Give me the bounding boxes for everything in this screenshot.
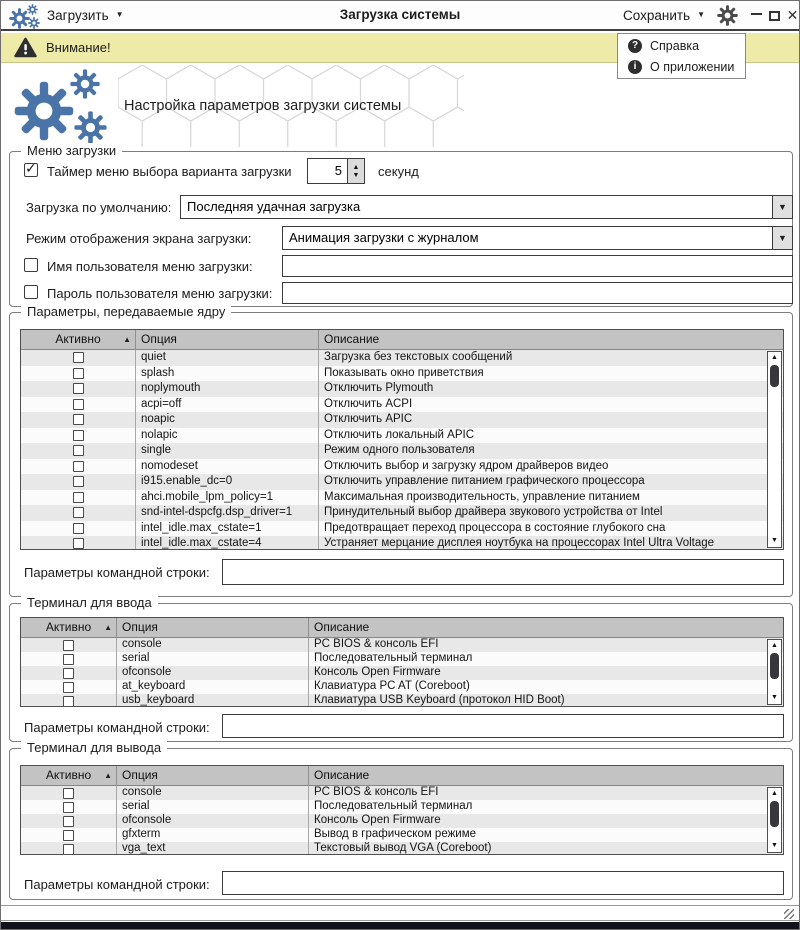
table-row[interactable] — [21, 786, 783, 800]
column-header-description[interactable]: Описание — [314, 620, 370, 634]
status-bar — [1, 905, 799, 921]
row-description: Последовательный терминал — [314, 800, 473, 812]
column-header-option[interactable]: Опция — [136, 330, 319, 349]
cmdline-label: Параметры командной строки: — [24, 720, 210, 735]
close-button[interactable] — [786, 9, 799, 22]
row-checkbox[interactable] — [63, 668, 74, 679]
maximize-button[interactable] — [768, 9, 781, 22]
row-option: console — [117, 786, 309, 800]
timer-checkbox[interactable]: ✓ — [25, 160, 37, 176]
row-checkbox[interactable] — [73, 352, 84, 363]
input-terminal-table — [20, 617, 784, 707]
column-header-option[interactable]: Опция — [117, 766, 309, 785]
row-option: nolapic — [136, 428, 319, 444]
row-description: Консоль Open Firmware — [314, 666, 441, 678]
row-checkbox[interactable] — [63, 696, 74, 707]
row-checkbox[interactable] — [63, 802, 74, 813]
password-label: Пароль пользователя меню загрузки: — [47, 286, 273, 301]
warning-text: Внимание! — [46, 40, 111, 55]
table-row[interactable] — [21, 521, 783, 537]
save-button-label: Сохранить — [623, 7, 691, 23]
row-option: single — [136, 443, 319, 459]
spin-up-icon[interactable]: ▲ — [352, 163, 360, 171]
scroll-up-icon[interactable]: ▲ — [771, 354, 778, 361]
row-checkbox[interactable] — [73, 507, 84, 518]
password-checkbox[interactable] — [24, 285, 38, 299]
table-row[interactable] — [21, 800, 783, 814]
group-legend: Параметры, передаваемые ядру — [21, 304, 231, 319]
default-boot-label: Загрузка по умолчанию: — [26, 200, 172, 215]
display-mode-value: Анимация загрузки с журналом — [289, 230, 479, 245]
table-row[interactable] — [21, 366, 783, 382]
row-checkbox[interactable] — [73, 476, 84, 487]
table-row[interactable] — [21, 536, 783, 550]
save-button[interactable] — [623, 1, 705, 29]
scroll-thumb[interactable] — [770, 653, 779, 679]
boot-menu-group — [9, 143, 793, 307]
row-description: Устраняет мерцание дисплея ноутбука на процессорах Intel Ultra Voltage — [324, 537, 715, 549]
row-description: Отключить выбор и загрузку ядром драйверов видео — [324, 459, 609, 472]
table-row[interactable] — [21, 428, 783, 444]
row-description: Загрузка без текстовых сообщений — [324, 351, 513, 363]
scroll-up-icon[interactable]: ▲ — [771, 642, 778, 649]
username-label: Имя пользователя меню загрузки: — [47, 259, 253, 274]
scroll-down-icon[interactable]: ▼ — [771, 694, 778, 701]
group-legend: Терминал для вывода — [21, 740, 167, 755]
scroll-up-icon[interactable]: ▲ — [771, 790, 778, 797]
minimize-button[interactable] — [750, 9, 763, 22]
row-description: Отключить управление питанием графического процессора — [324, 475, 645, 487]
row-description: Отключить Plymouth — [324, 382, 434, 394]
row-checkbox[interactable] — [63, 682, 74, 693]
scroll-thumb[interactable] — [770, 365, 779, 387]
chevron-down-icon: ▼ — [778, 202, 787, 212]
row-option: noplymouth — [136, 381, 319, 397]
row-description: Принудительный выбор драйвера звукового устройства от Intel — [324, 506, 663, 518]
column-header-option[interactable]: Опция — [117, 618, 309, 637]
row-checkbox[interactable] — [63, 844, 74, 855]
scroll-down-icon[interactable]: ▼ — [771, 842, 778, 849]
scroll-thumb[interactable] — [770, 801, 779, 827]
menu-item-label: Справка — [650, 38, 700, 53]
timer-value[interactable]: 5 — [334, 163, 342, 178]
table-row[interactable] — [21, 412, 783, 428]
window-bottom-edge — [1, 922, 799, 929]
warning-triangle-icon — [14, 37, 37, 58]
timer-label: Таймер меню выбора варианта загрузки — [47, 164, 292, 179]
output-terminal-table — [20, 765, 784, 855]
default-boot-select[interactable] — [180, 195, 793, 219]
row-description: Режим одного пользователя — [324, 444, 475, 456]
table-header — [21, 330, 783, 350]
row-option: noapic — [136, 412, 319, 428]
table-row[interactable] — [21, 397, 783, 413]
cmdline-label: Параметры командной строки: — [24, 877, 210, 892]
default-boot-value: Последняя удачная загрузка — [187, 199, 361, 214]
menu-item-label: О приложении — [650, 59, 735, 74]
row-option: snd-intel-dspcfg.dsp_driver=1 — [136, 505, 319, 521]
sort-asc-icon: ▲ — [104, 771, 112, 780]
username-field[interactable] — [282, 255, 793, 277]
password-field[interactable] — [282, 282, 793, 304]
input-terminal-group — [9, 595, 793, 742]
row-description: Отключить ACPI — [324, 397, 413, 410]
settings-gear-icon[interactable] — [717, 5, 738, 26]
vertical-scrollbar[interactable] — [767, 351, 782, 548]
timer-spinner[interactable] — [307, 158, 365, 184]
kernel-params-group — [9, 304, 793, 597]
row-option: nomodeset — [136, 459, 319, 475]
row-description: Предотвращает переход процессора в состояние глубокого сна — [324, 521, 666, 534]
column-header-active[interactable]: Активно ▲ — [21, 766, 117, 785]
row-checkbox[interactable] — [63, 816, 74, 827]
toolbar — [1, 1, 799, 31]
row-checkbox[interactable] — [63, 640, 74, 651]
table-row[interactable] — [21, 680, 783, 694]
row-description: Отключить локальный APIC — [324, 428, 475, 441]
row-option: ofconsole — [117, 666, 309, 680]
combo-dropdown-button[interactable] — [772, 196, 792, 218]
spinner-buttons[interactable] — [347, 159, 364, 183]
row-option: at_keyboard — [117, 680, 309, 694]
row-checkbox[interactable] — [73, 492, 84, 503]
vertical-scrollbar[interactable] — [767, 787, 782, 853]
row-option: acpi=off — [136, 397, 319, 413]
row-description: Вывод в графическом режиме — [314, 828, 477, 840]
display-mode-label: Режим отображения экрана загрузки: — [26, 231, 252, 246]
row-checkbox[interactable] — [73, 445, 84, 456]
row-description: Клавиатура PC AT (Coreboot) — [314, 680, 470, 692]
table-row[interactable] — [21, 474, 783, 490]
row-checkbox[interactable] — [63, 788, 74, 799]
group-legend: Терминал для ввода — [21, 595, 158, 610]
table-row[interactable] — [21, 666, 783, 680]
table-header — [21, 766, 783, 786]
table-row[interactable] — [21, 828, 783, 842]
group-legend: Меню загрузки — [21, 143, 122, 158]
row-option: ahci.mobile_lpm_policy=1 — [136, 490, 319, 506]
resize-grip[interactable] — [784, 909, 794, 919]
gears-illustration-icon — [14, 69, 112, 145]
input-terminal-cmdline-field[interactable] — [222, 714, 784, 738]
save-menu-popup — [617, 33, 746, 79]
row-option: console — [117, 638, 309, 652]
vertical-scrollbar[interactable] — [767, 639, 782, 705]
row-checkbox[interactable] — [73, 414, 84, 425]
row-checkbox[interactable] — [73, 461, 84, 472]
page-title: Настройка параметров загрузки системы — [124, 98, 402, 114]
display-mode-select[interactable] — [282, 226, 793, 250]
row-description: Консоль Open Firmware — [314, 814, 441, 826]
sort-asc-icon: ▲ — [123, 335, 131, 344]
kernel-params-table — [20, 329, 784, 550]
info-icon: i — [628, 60, 642, 74]
row-option: ofconsole — [117, 814, 309, 828]
row-description: Отключить APIC — [324, 413, 413, 425]
table-row[interactable] — [21, 652, 783, 666]
cmdline-label: Параметры командной строки: — [24, 565, 210, 580]
column-header-description[interactable]: Описание — [324, 332, 380, 346]
sort-asc-icon: ▲ — [104, 623, 112, 632]
row-description: PC BIOS & консоль EFI — [314, 638, 439, 650]
output-terminal-cmdline-field[interactable] — [222, 871, 784, 895]
table-row[interactable] — [21, 842, 783, 855]
row-option: intel_idle.max_cstate=1 — [136, 521, 319, 537]
table-row[interactable] — [21, 490, 783, 506]
scroll-down-icon[interactable]: ▼ — [771, 537, 778, 544]
table-row[interactable] — [21, 459, 783, 475]
table-row[interactable] — [21, 694, 783, 707]
minimize-icon — [751, 13, 762, 15]
column-header-active[interactable]: Активно ▲ — [21, 330, 136, 349]
spin-down-icon[interactable]: ▼ — [352, 171, 360, 179]
row-description: PC BIOS & консоль EFI — [314, 786, 439, 798]
row-option: quiet — [136, 350, 319, 366]
column-header-description[interactable]: Описание — [314, 768, 370, 782]
row-option: i915.enable_dc=0 — [136, 474, 319, 490]
chevron-down-icon: ▼ — [778, 233, 787, 243]
row-option: vga_text — [117, 842, 309, 855]
table-row[interactable] — [21, 381, 783, 397]
row-option: splash — [136, 366, 319, 382]
row-option: serial — [117, 652, 309, 666]
username-checkbox[interactable] — [24, 258, 38, 272]
timer-unit-label: секунд — [378, 164, 419, 179]
row-option: intel_idle.max_cstate=4 — [136, 536, 319, 550]
menu-item-about[interactable] — [618, 56, 745, 77]
table-row[interactable] — [21, 443, 783, 459]
row-description: Последовательный терминал — [314, 652, 473, 664]
table-header — [21, 618, 783, 638]
table-row[interactable] — [21, 350, 783, 366]
close-icon: ✕ — [786, 7, 799, 23]
output-terminal-group — [9, 740, 793, 900]
row-checkbox[interactable] — [63, 830, 74, 841]
combo-dropdown-button[interactable] — [772, 227, 792, 249]
maximize-icon — [769, 11, 780, 21]
row-option: usb_keyboard — [117, 694, 309, 707]
chevron-down-icon: ▼ — [697, 10, 706, 19]
column-header-active[interactable]: Активно ▲ — [21, 618, 117, 637]
help-icon: ? — [628, 39, 642, 53]
kernel-cmdline-field[interactable] — [222, 559, 784, 585]
table-row[interactable] — [21, 638, 783, 652]
menu-item-help[interactable] — [618, 35, 745, 56]
row-option: serial — [117, 800, 309, 814]
row-description: Показывать окно приветствия — [324, 366, 484, 379]
row-description: Текстовый вывод VGA (Coreboot) — [314, 842, 492, 854]
table-row[interactable] — [21, 814, 783, 828]
row-checkbox[interactable] — [73, 430, 84, 441]
row-checkbox[interactable] — [73, 538, 84, 549]
window-title: Загрузка системы — [339, 7, 461, 22]
row-checkbox[interactable] — [73, 383, 84, 394]
load-button-label: Загрузить — [47, 7, 109, 23]
table-row[interactable] — [21, 505, 783, 521]
row-checkbox[interactable] — [73, 399, 84, 410]
chevron-down-icon: ▼ — [115, 10, 124, 19]
row-description: Клавиатура USB Keyboard (протокол HID Boot) — [314, 694, 565, 706]
row-checkbox[interactable] — [73, 523, 84, 534]
row-checkbox[interactable] — [73, 368, 84, 379]
row-checkbox[interactable] — [63, 654, 74, 665]
row-option: gfxterm — [117, 828, 309, 842]
row-description: Максимальная производительность, управление питанием — [324, 490, 640, 503]
